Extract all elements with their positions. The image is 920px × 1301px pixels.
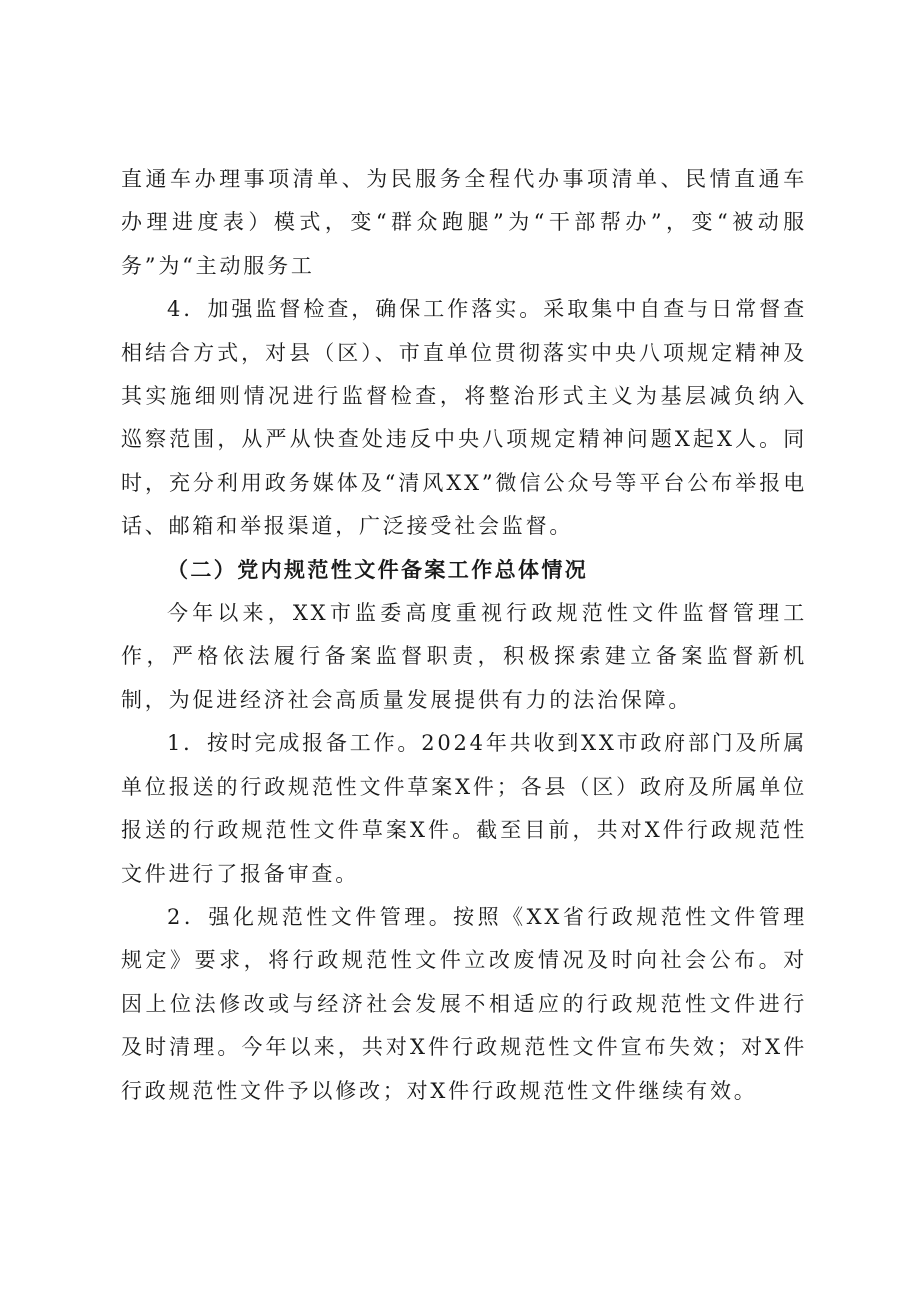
paragraph-item-2: 2．强化规范性文件管理。按照《XX省行政规范性文件管理规定》要求，将行政规范性文件立改废情况及时向社会公布。对因上位法修改或与经济社会发展不相适应的行政规范性文件进行及时清理。今年以来，共对X件行政规范性文件宣布失效；对X件行政规范性文件予以修改；对X件行政规范性文件继续有效。 <box>121 904 807 1103</box>
paragraph-item-1: 1．按时完成报备工作。2024年共收到XX市政府部门及所属单位报送的行政规范性文件草案X件；各县（区）政府及所属单位报送的行政规范性文件草案X件。截至目前，共对X件行政规范性文件进行了报备审查。 <box>121 731 807 886</box>
section-heading: （二）党内规范性文件备案工作总体情况 <box>167 557 589 582</box>
paragraph-continuation: 直通车办理事项清单、为民服务全程代办事项清单、民情直通车办理进度表）模式，变“群众跑腿”为“干部帮办”，变“被动服务”为“主动服务工 <box>121 167 807 278</box>
paragraph-item-4: 4．加强监督检查，确保工作落实。采取集中自查与日常督查相结合方式，对县（区）、市直单位贯彻落实中央八项规定精神及其实施细则情况进行监督检查，将整治形式主义为基层减负纳入巡察范围，从严从快查处违反中央八项规定精神问题X起X人。同时，充分利用政务媒体及“清风XX”微信公众号等平台公布举报电话、邮箱和举报渠道，广泛接受社会监督。 <box>121 297 807 539</box>
paragraph-intro: 今年以来，XX市监委高度重视行政规范性文件监督管理工作，严格依法履行备案监督职责，积极探索建立备案监督新机制，为促进经济社会高质量发展提供有力的法治保障。 <box>121 601 807 712</box>
document-body <box>121 158 807 1113</box>
